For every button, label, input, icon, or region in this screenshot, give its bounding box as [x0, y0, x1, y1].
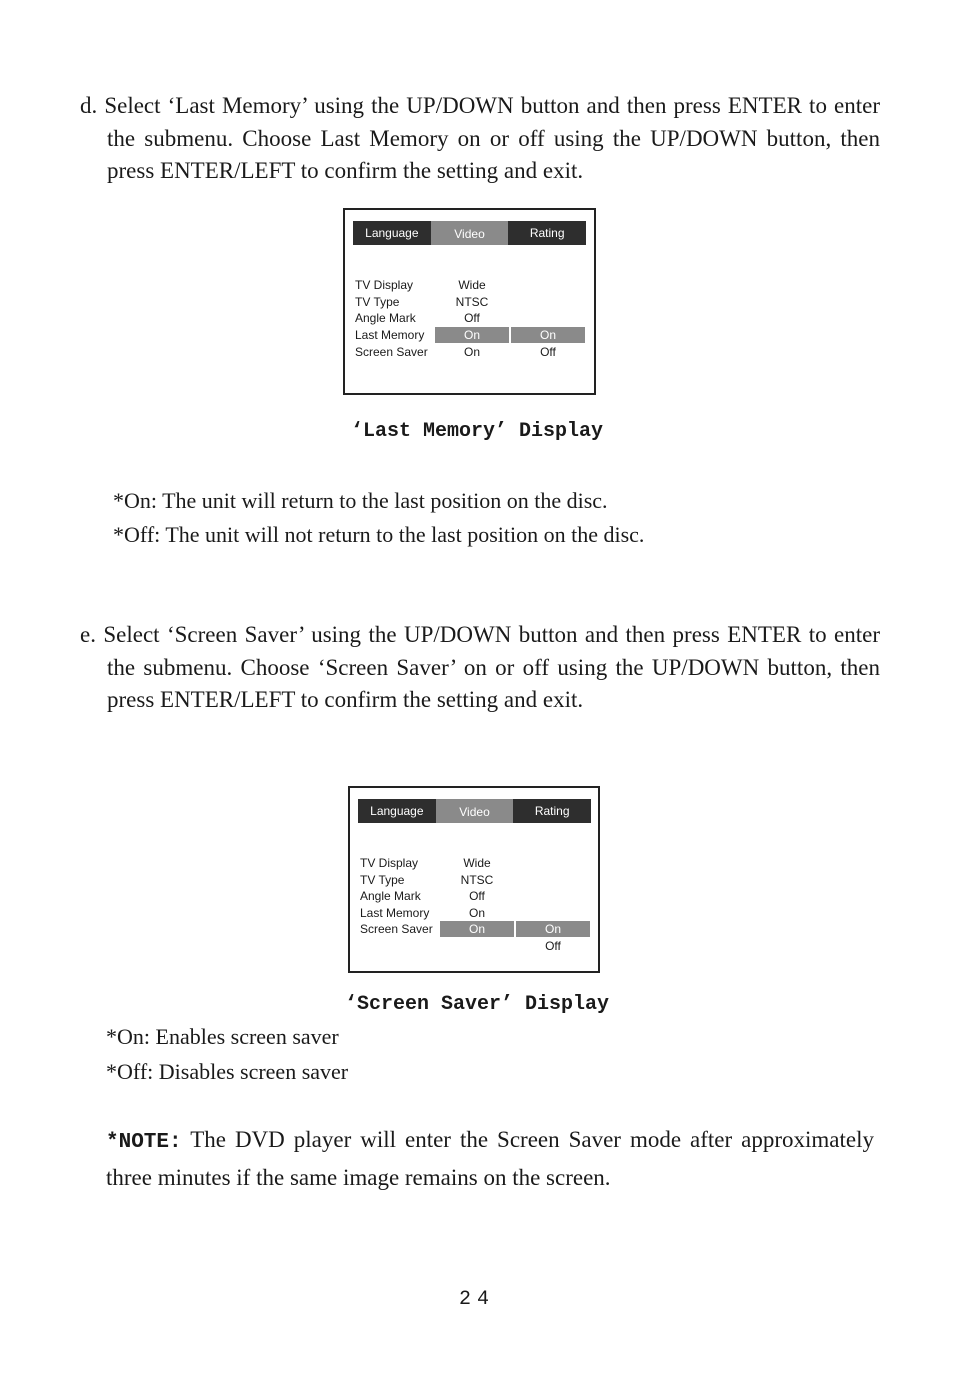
step-e-instructions: e. Select ‘Screen Saver’ using the UP/DOWN button and then press ENTER to enter the submenu. Choose ‘Screen Saver’ on or off using the UP/DOWN button, then press ENTER/LEFT to confirm the setting and exit.	[80, 622, 880, 712]
osd-row-last-memory	[345, 327, 594, 343]
osd-tab-bar	[358, 799, 591, 823]
row-label: Screen Saver	[360, 922, 433, 936]
tab-language: Language	[353, 221, 431, 245]
screen-saver-caption: ‘Screen Saver’ Display	[344, 993, 610, 1016]
osd-tab-bar	[353, 221, 586, 245]
osd-row-option-off	[350, 938, 598, 954]
note-label: *NOTE:	[106, 1131, 182, 1154]
osd-row-angle-mark	[350, 888, 598, 904]
page-number: 24	[458, 1288, 495, 1311]
screen-saver-osd	[348, 786, 600, 973]
tab-video: Video	[436, 799, 514, 823]
osd-row-last-memory	[350, 905, 598, 921]
row-value: Wide	[463, 856, 491, 870]
row-value: Off	[469, 889, 485, 903]
osd-row-angle-mark	[345, 310, 594, 326]
osd-row-screen-saver	[350, 921, 598, 937]
tab-rating: Rating	[508, 221, 586, 245]
row-option-selected: On	[516, 921, 590, 937]
row-label: TV Type	[355, 295, 400, 309]
row-label: TV Display	[360, 856, 419, 870]
row-label: TV Type	[360, 873, 405, 887]
row-option-selected: On	[511, 327, 585, 343]
osd-row-screen-saver	[345, 344, 594, 360]
tab-language: Language	[358, 799, 436, 823]
row-label: Last Memory	[355, 328, 425, 342]
osd-row-tv-type	[350, 872, 598, 888]
row-label: Last Memory	[360, 906, 430, 920]
row-label: TV Display	[355, 278, 414, 292]
osd-row-tv-display	[345, 277, 594, 293]
row-value-selected: On	[435, 327, 509, 343]
last-memory-caption: ‘Last Memory’ Display	[350, 420, 604, 443]
row-value: Wide	[458, 278, 486, 292]
note-off-d: *Off: The unit will not return to the last position on the disc.	[113, 522, 645, 547]
row-value: Off	[464, 311, 480, 325]
osd-row-tv-type	[345, 294, 594, 310]
screen-saver-note	[106, 1122, 874, 1195]
row-value: On	[463, 345, 480, 359]
step-d-instructions: d. Select ‘Last Memory’ using the UP/DOWN button and then press ENTER to enter the submenu. Choose Last Memory on or off using the UP/DOWN button, then press ENTER/LEFT to confirm the setting and exit.	[80, 93, 880, 183]
note-text: The DVD player will enter the Screen Saver mode after approximately three minutes if the same image remains on the screen.	[106, 1127, 874, 1190]
tab-video: Video	[431, 221, 509, 245]
row-label: Angle Mark	[360, 889, 421, 903]
row-label: Angle Mark	[355, 311, 416, 325]
row-option: Off	[540, 345, 556, 359]
osd-row-tv-display	[350, 855, 598, 871]
last-memory-osd	[343, 208, 596, 395]
note-on-d: *On: The unit will return to the last position on the disc.	[113, 488, 608, 513]
note-on-e: *On: Enables screen saver	[106, 1024, 339, 1049]
row-value-selected: On	[440, 921, 514, 937]
row-value: NTSC	[460, 873, 494, 887]
row-value: NTSC	[455, 295, 489, 309]
row-label: Screen Saver	[355, 345, 428, 359]
note-off-e: *Off: Disables screen saver	[106, 1059, 349, 1084]
row-option: Off	[545, 939, 561, 953]
tab-rating: Rating	[513, 799, 591, 823]
row-value: On	[468, 906, 485, 920]
